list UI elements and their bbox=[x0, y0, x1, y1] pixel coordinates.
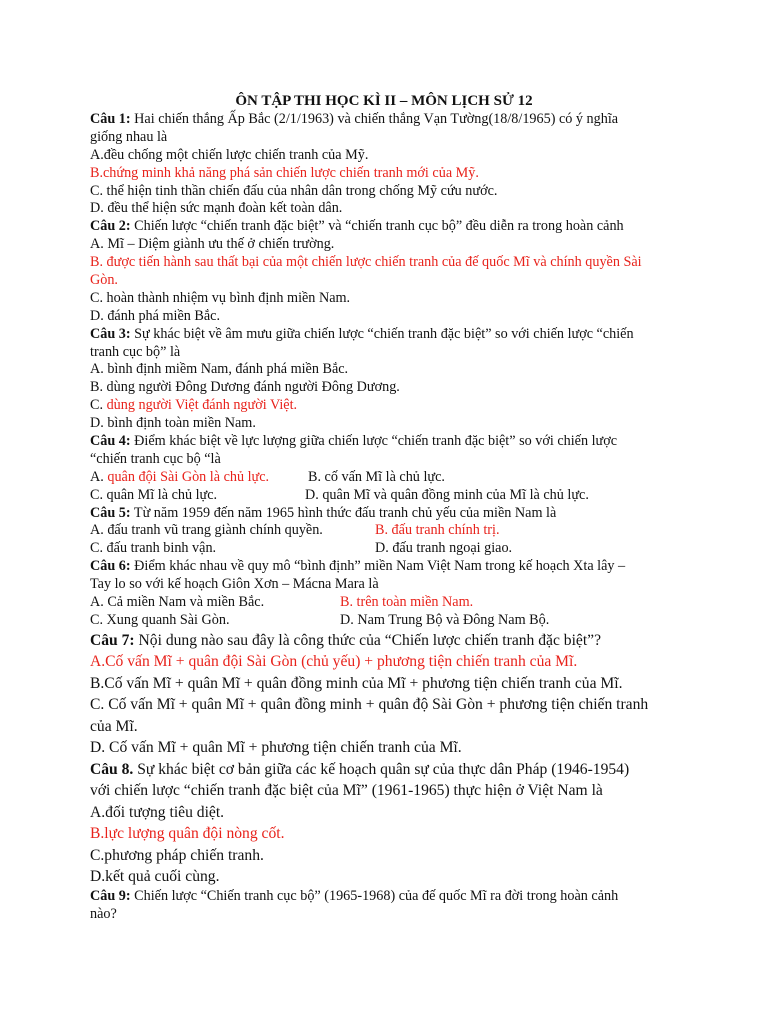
question-7-option-c-cont: của Mĩ. bbox=[90, 717, 138, 735]
question-2-stem bbox=[90, 218, 690, 236]
question-2-option-a: A. Mĩ – Diệm giành ưu thế ở chiến trường. bbox=[90, 236, 335, 253]
question-text: Chiến lược “Chiến tranh cục bộ” (1965-1968) của đế quốc Mĩ ra đời trong hoàn cảnh bbox=[130, 887, 619, 904]
question-3-option-b: B. dùng người Đông Dương đánh người Đông Dương. bbox=[90, 379, 400, 396]
question-5-option-d: D. đấu tranh ngoại giao. bbox=[375, 540, 513, 557]
question-6-options-cd bbox=[90, 612, 690, 630]
question-6-option-d: D. Nam Trung Bộ và Đông Nam Bộ. bbox=[340, 611, 550, 628]
question-label: Câu 6: bbox=[90, 558, 131, 575]
question-7-option-d: D. Cố vấn Mĩ + quân Mĩ + phương tiện chiến tranh của Mĩ. bbox=[90, 739, 462, 757]
question-list bbox=[90, 111, 690, 924]
document-title: ÔN TẬP THI HỌC KÌ II – MÔN LỊCH SỬ 12 bbox=[235, 93, 533, 109]
question-text: Sự khác biệt về âm mưu giữa chiến lược “chiến tranh đặc biệt” so với chiến lược “chiến bbox=[130, 325, 634, 342]
question-2-option-b-answer-cont: Gòn. bbox=[90, 272, 118, 289]
question-1-option-b-answer: B.chứng minh khả năng phá sản chiến lược chiến tranh mới của Mỹ. bbox=[90, 164, 479, 181]
question-8-option-b-answer: B.lực lượng quân đội nòng cốt. bbox=[90, 825, 285, 843]
question-6-stem bbox=[90, 558, 690, 576]
question-9-stem bbox=[90, 888, 690, 906]
question-4-stem bbox=[90, 433, 690, 451]
question-6-stem-cont: Tay lo so với kế hoạch Giôn Xơn – Mácna Mara là bbox=[90, 576, 379, 593]
question-1-option-d: D. đều thể hiện sức mạnh đoàn kết toàn dân. bbox=[90, 200, 343, 217]
question-1-option-a: A.đều chống một chiến lược chiến tranh của Mỹ. bbox=[90, 146, 369, 163]
question-label: Câu 5: bbox=[90, 504, 131, 521]
question-5-option-b-answer: B. đấu tranh chính trị. bbox=[375, 522, 500, 539]
question-label: Câu 9: bbox=[90, 887, 131, 904]
question-7-option-b: B.Cố vấn Mĩ + quân Mĩ + quân đồng minh của Mĩ + phương tiện chiến tranh của Mĩ. bbox=[90, 674, 623, 692]
question-8-stem-cont: với chiến lược “chiến tranh đặc biệt của Mĩ” (1961-1965) thực hiện ở Việt Nam là bbox=[90, 782, 603, 800]
question-6-options-ab bbox=[90, 594, 690, 612]
question-8-option-c: C.phương pháp chiến tranh. bbox=[90, 846, 264, 864]
option-prefix: A. bbox=[90, 468, 108, 485]
question-4-option-a-answer: quân đội Sài Gòn là chủ lực. bbox=[107, 468, 270, 485]
question-4-options-ab bbox=[90, 469, 690, 487]
question-text: Sự khác biệt cơ bản giữa các kế hoạch quân sự của thực dân Pháp (1946-1954) bbox=[133, 760, 630, 778]
answer-text: dùng người Việt đánh người Việt. bbox=[106, 397, 298, 414]
question-8-option-d: D.kết quả cuối cùng. bbox=[90, 868, 220, 886]
question-9-stem-cont: nào? bbox=[90, 905, 117, 922]
question-4-options-cd bbox=[90, 487, 690, 505]
question-1-option-c: C. thể hiện tinh thần chiến đấu của nhân dân trong chống Mỹ cứu nước. bbox=[90, 182, 498, 199]
question-text: Chiến lược “chiến tranh đặc biệt” và “chiến tranh cục bộ” đều diễn ra trong hoàn cảnh bbox=[130, 218, 624, 235]
question-5-options-cd bbox=[90, 540, 690, 558]
question-2-option-b-answer: B. được tiến hành sau thất bại của một chiến lược chiến tranh của đế quốc Mĩ và chính quyền Sài bbox=[90, 254, 642, 271]
question-8-option-a: A.đối tượng tiêu diệt. bbox=[90, 803, 225, 821]
question-6-option-a: A. Cả miền Nam và miền Bắc. bbox=[90, 594, 265, 611]
question-4-option-b: B. cố vấn Mĩ là chủ lực. bbox=[308, 468, 445, 485]
question-5-stem bbox=[90, 505, 690, 523]
question-text: Hai chiến thắng Ấp Bắc (2/1/1963) và chiến thắng Vạn Tường(18/8/1965) có ý nghĩa bbox=[130, 111, 619, 127]
question-1-stem bbox=[90, 111, 690, 129]
question-5-options-ab bbox=[90, 522, 690, 540]
question-text: Điểm khác nhau về quy mô “bình định” miền Nam Việt Nam trong kế hoạch Xta lây – bbox=[130, 558, 626, 575]
question-2-option-d: D. đánh phá miền Bắc. bbox=[90, 307, 221, 324]
option-prefix: C. bbox=[90, 397, 107, 414]
question-7-stem bbox=[90, 630, 690, 652]
question-7-option-a-answer: A.Cố vấn Mĩ + quân đội Sài Gòn (chủ yếu) + phương tiện chiến tranh của Mĩ. bbox=[90, 653, 578, 671]
question-text: Điểm khác biệt về lực lượng giữa chiến lược “chiến tranh đặc biệt” so với chiến lược bbox=[130, 433, 618, 450]
question-6-option-b-answer: B. trên toàn miền Nam. bbox=[340, 594, 474, 611]
question-3-option-a: A. bình định miềm Nam, đánh phá miền Bắc. bbox=[90, 361, 349, 378]
question-label: Câu 1: bbox=[90, 111, 131, 127]
question-label: Câu 4: bbox=[90, 433, 131, 450]
question-1-stem-cont: giống nhau là bbox=[90, 128, 168, 145]
question-5-option-c: C. đấu tranh binh vận. bbox=[90, 540, 217, 557]
question-label: Câu 7: bbox=[90, 631, 135, 649]
question-label: Câu 8. bbox=[90, 760, 134, 778]
question-label: Câu 2: bbox=[90, 218, 131, 235]
question-6-option-c: C. Xung quanh Sài Gòn. bbox=[90, 611, 230, 628]
question-5-option-a: A. đấu tranh vũ trang giành chính quyền. bbox=[90, 522, 323, 539]
question-text: Nội dung nào sau đây là công thức của “Chiến lược chiến tranh đặc biệt”? bbox=[134, 631, 601, 649]
question-3-option-c-answer bbox=[90, 397, 690, 415]
question-text: Từ năm 1959 đến năm 1965 hình thức đấu tranh chủ yếu của miền Nam là bbox=[130, 504, 557, 521]
question-3-option-d: D. bình định toàn miền Nam. bbox=[90, 415, 256, 432]
question-3-stem-cont: tranh cục bộ” là bbox=[90, 343, 181, 360]
question-label: Câu 3: bbox=[90, 325, 131, 342]
question-2-option-c: C. hoàn thành nhiệm vụ bình định miền Nam. bbox=[90, 289, 351, 306]
question-7-option-c: C. Cố vấn Mĩ + quân Mĩ + quân đồng minh + quân độ Sài Gòn + phương tiện chiến tranh bbox=[90, 696, 649, 714]
question-8-stem bbox=[90, 759, 690, 781]
question-4-stem-cont: “chiến tranh cục bộ “là bbox=[90, 450, 221, 467]
question-3-stem bbox=[90, 326, 690, 344]
question-4-option-d: D. quân Mĩ và quân đồng minh của Mĩ là chủ lực. bbox=[305, 486, 589, 503]
question-4-option-c: C. quân Mĩ là chủ lực. bbox=[90, 486, 218, 503]
